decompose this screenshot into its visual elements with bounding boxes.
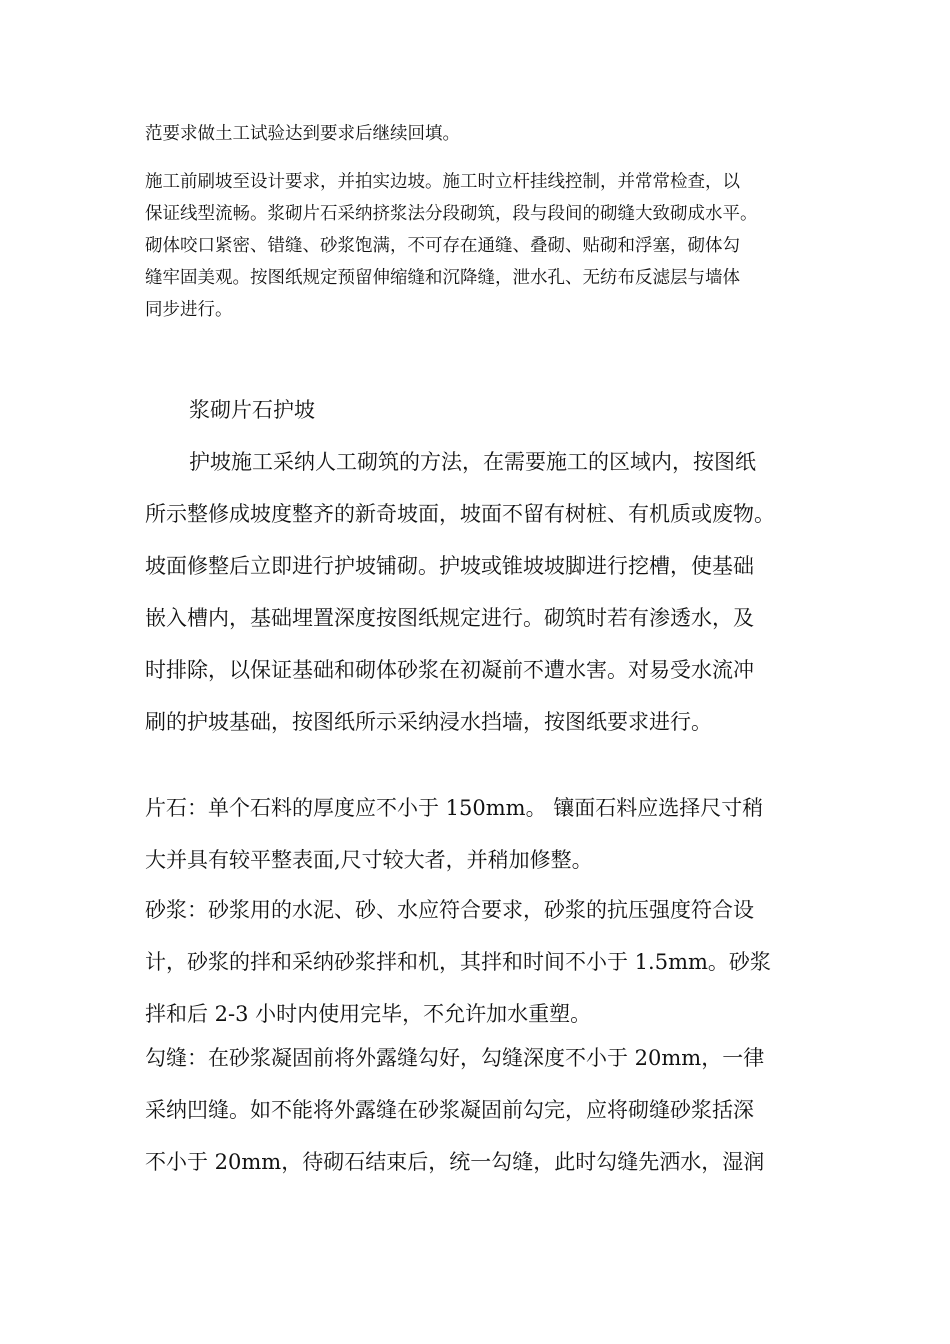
text-line: 时排除，以保证基础和砌体砂浆在初凝前不遭水害。对易受水流冲 xyxy=(145,658,754,682)
text-line: 刷的护坡基础，按图纸所示采纳浸水挡墙，按图纸要求进行。 xyxy=(145,710,712,734)
text-line: 保证线型流畅。浆砌片石采纳挤浆法分段砌筑，段与段间的砌缝大致砌成水平。 xyxy=(145,204,758,224)
paragraph-mortar-spec xyxy=(145,884,825,1040)
paragraph-pointing-spec xyxy=(145,1032,825,1188)
text-line: 施工前刷坡至设计要求，并拍实边坡。施工时立杆挂线控制，并常常检查，以 xyxy=(145,172,740,192)
text-line: 缝牢固美观。按图纸规定预留伸缩缝和沉降缝，泄水孔、无纺布反滤层与墙体 xyxy=(145,268,740,288)
text-line: 砂浆：砂浆用的水泥、砂、水应符合要求，砂浆的抗压强度符合设 xyxy=(145,898,754,922)
paragraph-stone-spec xyxy=(145,782,825,886)
text-line: 拌和后 2-3 小时内使用完毕，不允许加水重塑。 xyxy=(145,1002,592,1026)
section-heading: 浆砌片石护坡 xyxy=(189,398,315,422)
text-line: 计，砂浆的拌和采纳砂浆拌和机，其拌和时间不小于 1.5mm。砂浆 xyxy=(145,950,771,974)
text-line: 嵌入槽内，基础埋置深度按图纸规定进行。砌筑时若有渗透水，及 xyxy=(145,606,754,630)
text-line: 大并具有较平整表面,尺寸较大者，并稍加修整。 xyxy=(145,848,593,872)
text-line: 护坡施工采纳人工砌筑的方法，在需要施工的区域内，按图纸 xyxy=(189,450,756,474)
text-line: 采纳凹缝。如不能将外露缝在砂浆凝固前勾完，应将砌缝砂浆括深 xyxy=(145,1098,754,1122)
text-line: 所示整修成坡度整齐的新奇坡面，坡面不留有树桩、有机质或废物。 xyxy=(145,502,775,526)
text-line: 坡面修整后立即进行护坡铺砌。护坡或锥坡坡脚进行挖槽，使基础 xyxy=(145,554,754,578)
text-line: 不小于 20mm，待砌石结束后，统一勾缝，此时勾缝先洒水，湿润 xyxy=(145,1150,765,1174)
text-line: 片石：单个石料的厚度应不小于 150mm。 镶面石料应选择尺寸稍 xyxy=(145,796,764,820)
text-line: 砌体咬口紧密、错缝、砂浆饱满，不可存在通缝、叠砌、贴砌和浮塞，砌体勾 xyxy=(145,236,740,256)
paragraph-slope-construction xyxy=(145,166,825,326)
text-line: 同步进行。 xyxy=(145,300,233,320)
paragraph-backfill-note xyxy=(145,118,825,150)
paragraph-slope-protection xyxy=(145,436,825,748)
text-line: 范要求做土工试验达到要求后继续回填。 xyxy=(145,124,460,144)
text-line: 勾缝：在砂浆凝固前将外露缝勾好，勾缝深度不小于 20mm，一律 xyxy=(145,1046,765,1070)
